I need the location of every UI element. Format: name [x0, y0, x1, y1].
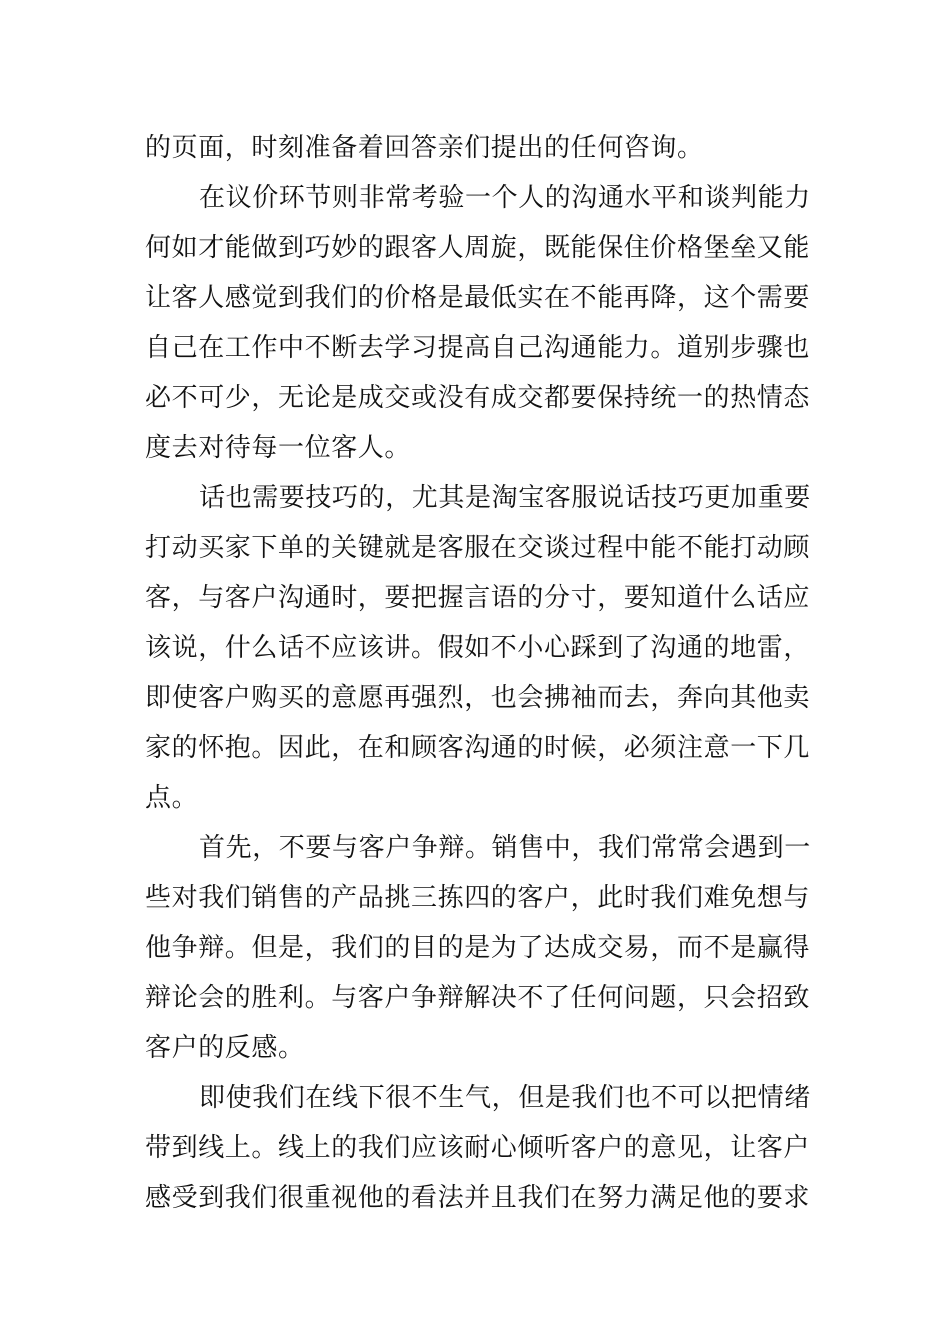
text-line: 些对我们销售的产品挑三拣四的客户，此时我们难免想与: [145, 883, 811, 913]
text-line: 点。: [145, 783, 199, 813]
text-line: 带到线上。线上的我们应该耐心倾听客户的意见，让客户: [145, 1133, 811, 1163]
paragraph-first-line: 在议价环节则非常考验一个人的沟通水平和谈判能力: [199, 183, 811, 213]
text-line: 家的怀抱。因此，在和顾客沟通的时候，必须注意一下几: [145, 733, 811, 763]
text-line: 他争辩。但是，我们的目的是为了达成交易，而不是赢得: [145, 933, 811, 963]
text-line: 感受到我们很重视他的看法并且我们在努力满足他的要求: [145, 1183, 811, 1213]
paragraph-first-line: 即使我们在线下很不生气，但是我们也不可以把情绪: [199, 1083, 811, 1113]
text-line: 打动买家下单的关键就是客服在交谈过程中能不能打动顾: [145, 533, 811, 563]
text-line: 该说，什么话不应该讲。假如不小心踩到了沟通的地雷，: [145, 633, 811, 663]
text-line: 何如才能做到巧妙的跟客人周旋，既能保住价格堡垒又能: [145, 233, 811, 263]
text-line: 度去对待每一位客人。: [145, 433, 412, 463]
text-line: 客户的反感。: [145, 1033, 305, 1063]
text-line: 自己在工作中不断去学习提高自己沟通能力。道别步骤也: [145, 333, 811, 363]
text-line: 让客人感觉到我们的价格是最低实在不能再降，这个需要: [145, 283, 811, 313]
paragraph-first-line: 话也需要技巧的，尤其是淘宝客服说话技巧更加重要: [199, 483, 811, 513]
text-line: 辩论会的胜利。与客户争辩解决不了任何问题，只会招致: [145, 983, 811, 1013]
text-line: 即使客户购买的意愿再强烈，也会拂袖而去，奔向其他卖: [145, 683, 811, 713]
paragraph-first-line: 首先，不要与客户争辩。销售中，我们常常会遇到一: [199, 833, 811, 863]
text-line: 客，与客户沟通时，要把握言语的分寸，要知道什么话应: [145, 583, 811, 613]
text-line: 必不可少，无论是成交或没有成交都要保持统一的热情态: [145, 383, 811, 413]
text-line: 的页面，时刻准备着回答亲们提出的任何咨询。: [145, 133, 704, 163]
